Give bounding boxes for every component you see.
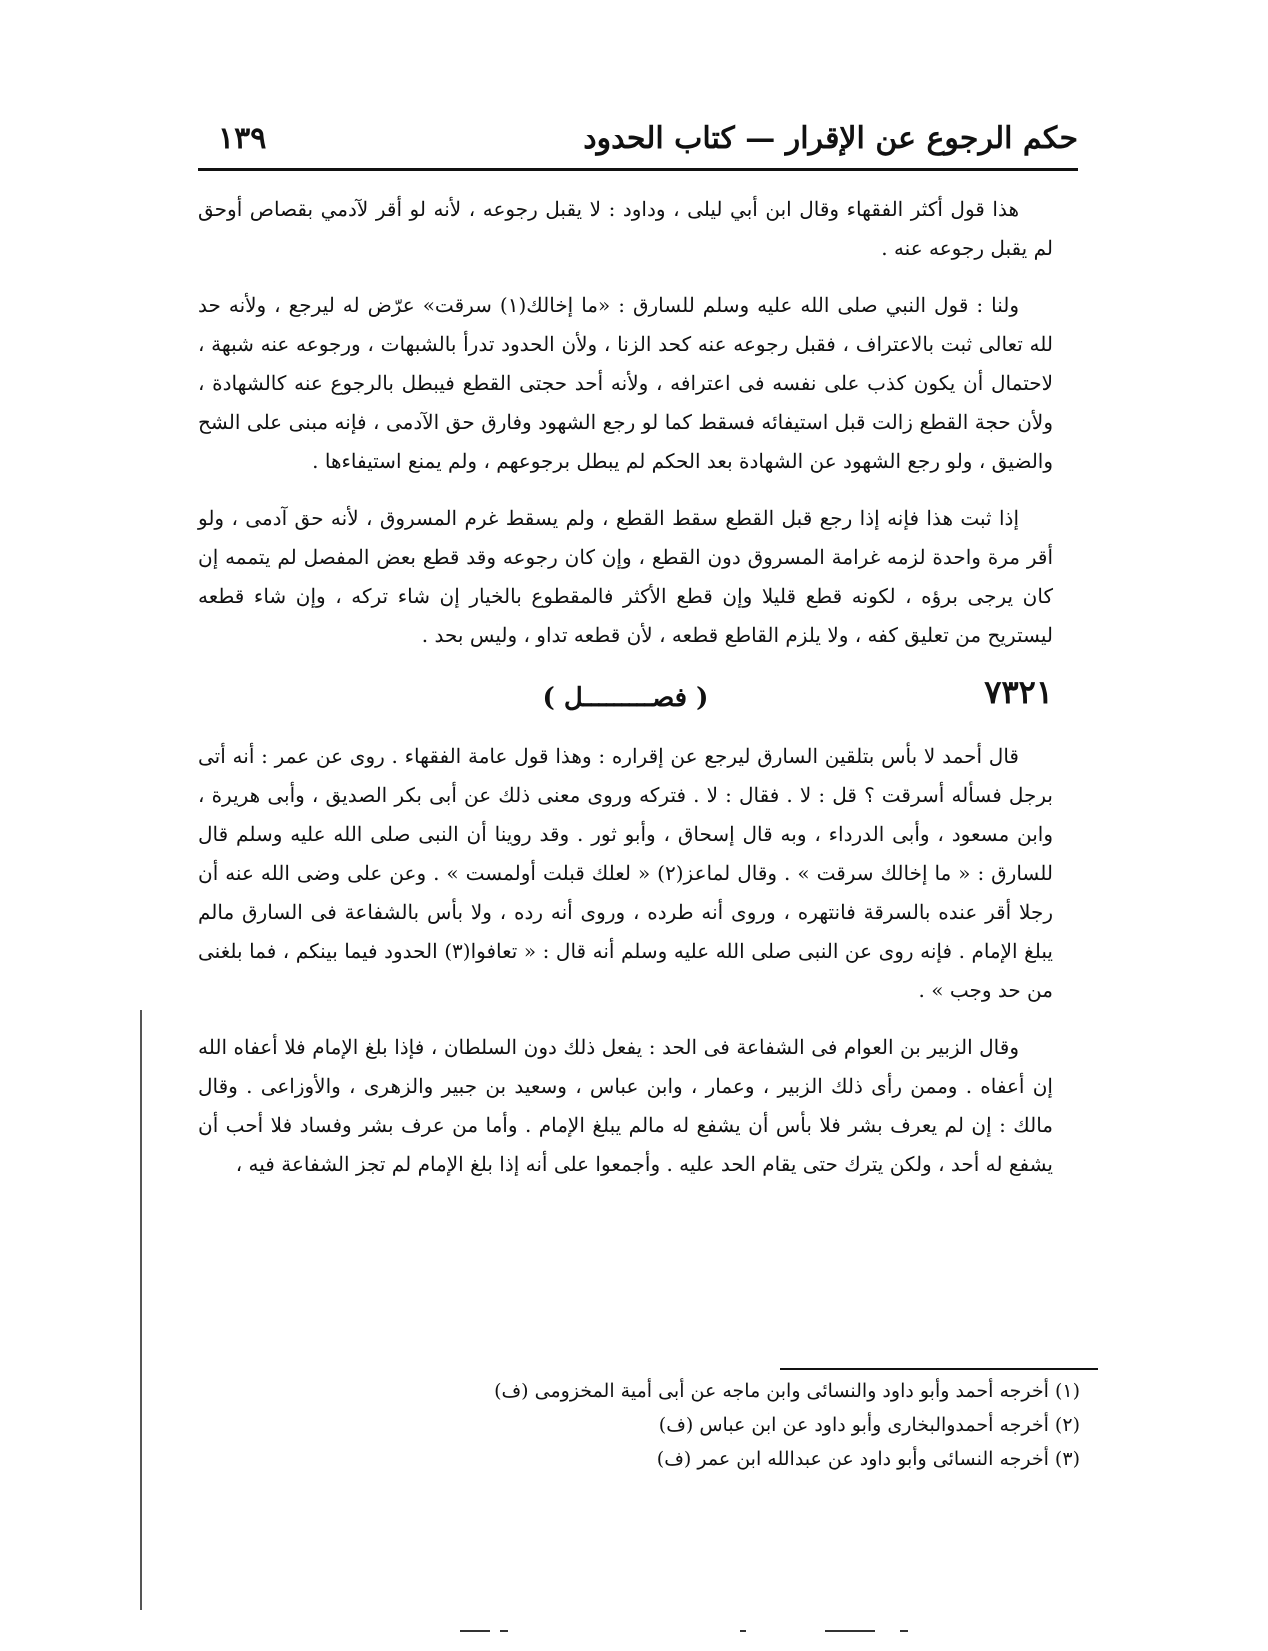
footnote: (٢) أخرجه أحمدوالبخارى وأبو داود عن ابن عباس (ف) bbox=[658, 1414, 1080, 1436]
footnote-rule bbox=[780, 1368, 1098, 1370]
section-heading bbox=[198, 673, 1053, 723]
paragraph: هذا قول أكثر الفقهاء وقال ابن أبي ليلى ، وداود : لا يقبل رجوعه ، لأنه لو أقر لآدمي بقصاص أوحق لم يقبل رجوعه عنه . bbox=[198, 197, 1053, 260]
paragraph: ولنا : قول النبي صلى الله عليه وسلم للسارق : «ما إخالك(١) سرقت» عرّض له ليرجع ، ولأنه حد لله تعالى ثبت بالاعتراف ، فقبل رجوعه عنه كحد الزنا ، ولأن الحدود تدرأ بالشبهات ، ورجوعه عنه شبهة ، لاحتمال أن يكون كذب على نفسه فى اعترافه ، ولأنه أحد حجتى القطع فيبطل بالرجوع عنه كالشهادة ، ولأن حجة القطع زالت قبل استيفائه فسقط كما لو رجع الشهود وفارق حق الآدمى ، فإنه مبنى على الشح والضيق ، ولو رجع الشهود عن الشهادة بعد الحكم لم يبطل برجوعهم ، ولم يمنع استيفاءها . bbox=[198, 293, 1053, 473]
section-title: ( فصـــــــــل ) bbox=[542, 682, 709, 713]
header-rule bbox=[198, 168, 1078, 171]
scan-mark bbox=[460, 1630, 490, 1632]
section-number: ٧٣٢١ bbox=[984, 673, 1053, 711]
paragraph: قال أحمد لا بأس بتلقين السارق ليرجع عن إقراره : وهذا قول عامة الفقهاء . روى عن عمر : أنه أتى برجل فسأله أسرقت ؟ قل : لا . فقال : لا . فتركه وروى معنى ذلك عن أبى بكر الصديق ، وأبى هريرة ، وابن مسعود ، وأبى الدرداء ، وبه قال إسحاق ، وأبو ثور . وقد روينا أن النبى صلى الله عليه وسلم قال للسارق : « ما إخالك سرقت » . وقال لماعز(٢) « لعلك قبلت أولمست » . وعن على وضى الله عنه أن رجلا أقر عنده بالسرقة فانتهره ، وروى أنه طرده ، وروى أنه رده ، ولا بأس بالشفاعة فى السارق مالم يبلغ الإمام . فإنه روى عن النبى صلى الله عليه وسلم أنه قال : « تعافوا(٣) الحدود فيما بينكم ، فما بلغنى من حد وجب » . bbox=[198, 744, 1054, 1002]
page-number: ١٣٩ bbox=[218, 120, 267, 156]
scan-mark bbox=[825, 1630, 875, 1632]
paragraph: إذا ثبت هذا فإنه إذا رجع قبل القطع سقط القطع ، ولم يسقط غرم المسروق ، لأنه حق آدمى ، ولو أقر مرة واحدة لزمه غرامة المسروق دون القطع ، وإن كان رجوعه وقد قطع بعض المفصل لم يتممه إن كان يرجى برؤه ، لكونه قطع قليلا وإن قطع الأكثر فالمقطوع بالخيار إن شاء تركه ، وإن شاء قطعه ليستريح من تعليق كفه ، ولا يلزم القاطع قطعه ، لأن قطعه تداو ، وليس بحد . bbox=[198, 506, 1053, 647]
scan-margin-line bbox=[140, 1010, 142, 1610]
main-text bbox=[198, 190, 1053, 1202]
scan-mark bbox=[740, 1630, 746, 1632]
scan-artifacts bbox=[460, 1630, 930, 1634]
paragraph: وقال الزبير بن العوام فى الشفاعة فى الحد : يفعل ذلك دون السلطان ، فإذا بلغ الإمام فلا أعفاه الله إن أعفاه . وممن رأى ذلك الزبير ، وعمار ، وابن عباس ، وسعيد بن جبير والزهرى ، والأوزاعى . وقال مالك : إن لم يعرف بشر فلا بأس أن يشفع له مالم يبلغ الإمام . وأما من عرف بشر وفساد فلا أحب أن يشفع له أحد ، ولكن يترك حتى يقام الحد عليه . وأجمعوا على أنه إذا بلغ الإمام لم تجز الشفاعة فيه ، bbox=[198, 1035, 1053, 1176]
footnote: (٣) أخرجه النسائى وأبو داود عن عبدالله ابن عمر (ف) bbox=[656, 1448, 1080, 1470]
running-title: حكم الرجوع عن الإقرار — كتاب الحدود bbox=[583, 120, 1078, 156]
footnote: (١) أخرجه أحمد وأبو داود والنسائى وابن ماجه عن أبى أمية المخزومى (ف) bbox=[494, 1380, 1080, 1402]
footnotes bbox=[440, 1374, 1080, 1476]
scan-mark bbox=[500, 1630, 508, 1632]
page-header bbox=[198, 108, 1078, 168]
scan-mark bbox=[900, 1630, 908, 1632]
